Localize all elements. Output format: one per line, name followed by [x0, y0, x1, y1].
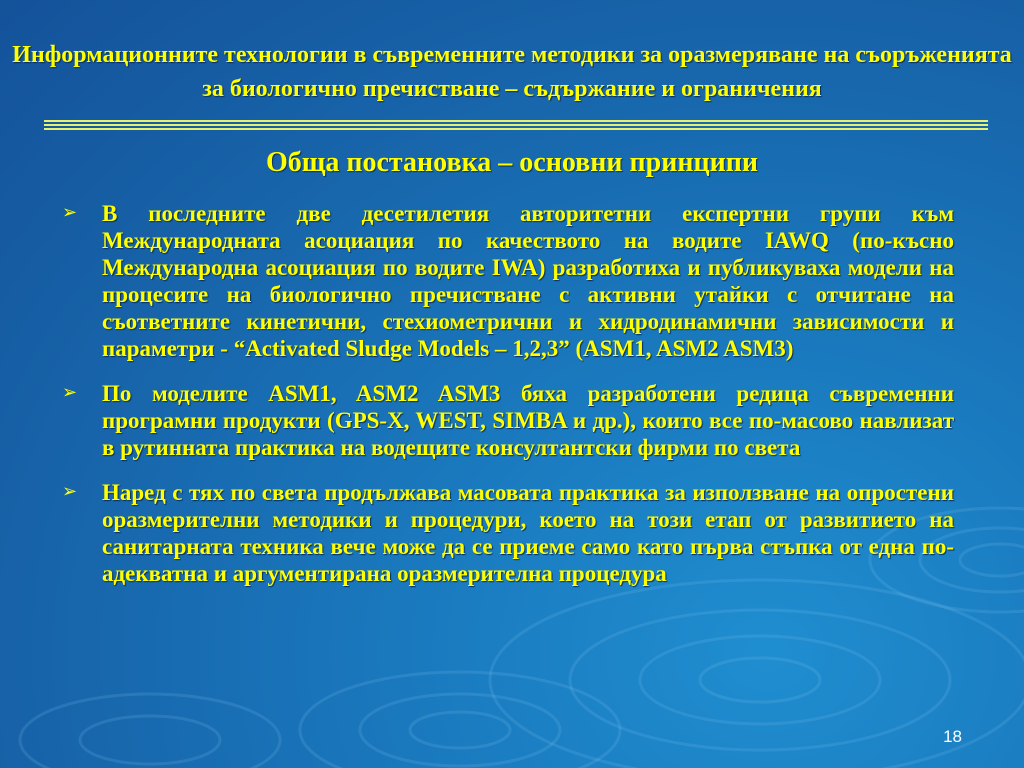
slide-title: Информационните технологии в съвременните методики за оразмеряване на съоръженията за биологично пречистване – съдържание и ограничения: [12, 42, 1012, 102]
bullet-text: В последните две десетилетия авторитетни експертни групи към Международната асоциация по качеството на водите IAWQ (по-късно Международна асоциация по водите IWA) разработиха и публикуваха модели на процесите на биологично пречистване с активни утайки с отчитане на съответните кинетични, стехиометрични и хидродинамични зависимости и параметри - “Activated Sludge Models – 1,2,3” (ASM1, ASM2 ASM3): [102, 201, 954, 361]
bullet-text: Наред с тях по света продължава масовата практика за използване на опростени оразмерителни методики и процедури, което на този етап от развитието на санитарната техника вече може да се приеме само като първа стъпка от една по-адекватна и аргументирана оразмерителна процедура: [102, 480, 954, 586]
slide-subtitle: Обща постановка – основни принципи: [265, 147, 759, 178]
bullet-list: [62, 200, 954, 605]
bullet-text: По моделите ASM1, ASM2 ASM3 бяха разработени редица съвременни програмни продукти (GPS-X, WEST, SIMBA и др.), които все по-масово навлизат в рутинната практика на водещите консултантски фирми по света: [102, 381, 954, 460]
bullet-item: [62, 380, 954, 461]
arrow-bullet-icon: ➢: [62, 202, 78, 223]
bullet-item: [62, 200, 954, 362]
arrow-bullet-icon: ➢: [62, 481, 78, 502]
page-number: 18: [943, 727, 962, 746]
title-divider: [44, 120, 988, 130]
bullet-item: [62, 479, 954, 587]
arrow-bullet-icon: ➢: [62, 382, 78, 403]
